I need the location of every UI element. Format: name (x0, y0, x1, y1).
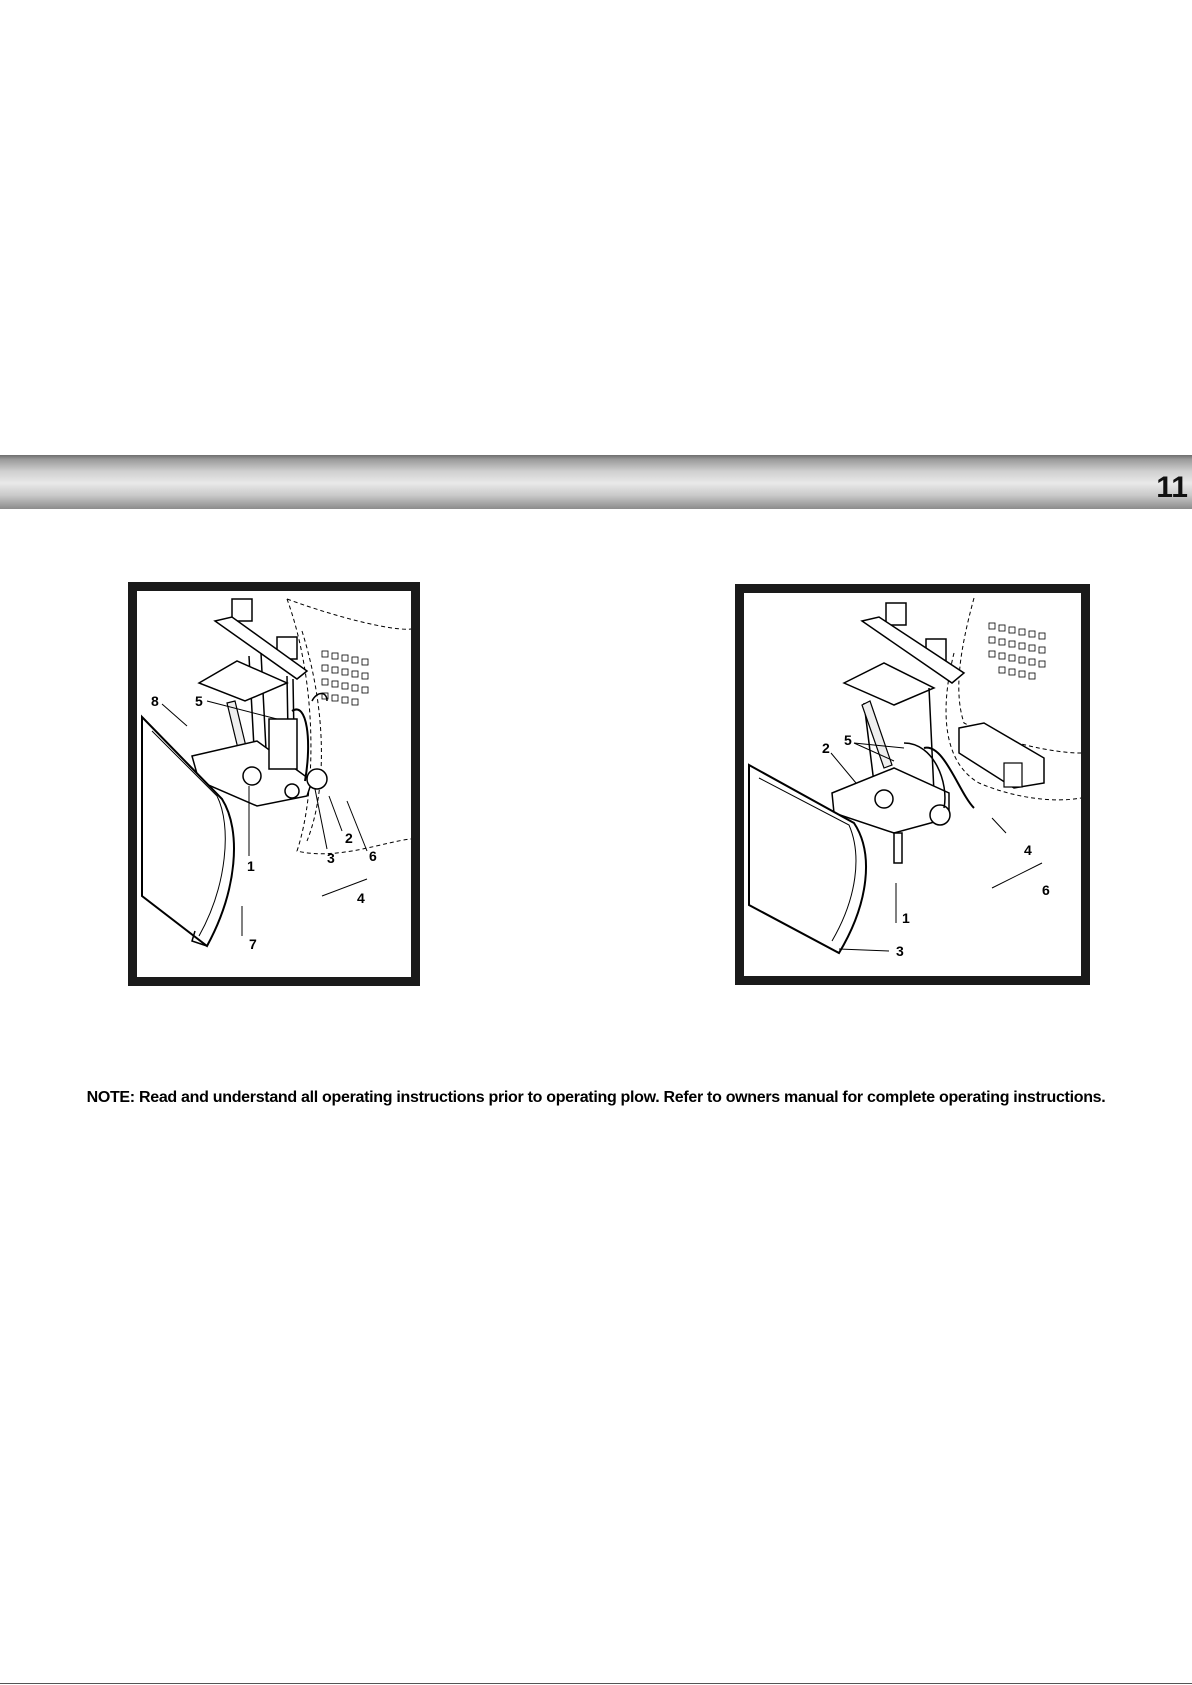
page-number: 11 (1156, 471, 1188, 504)
header-band (0, 455, 1192, 509)
bottom-rule (0, 1683, 1192, 1684)
operating-note: NOTE: Read and understand all operating instructions prior to operating plow. Refer to owners manual for complete operating instructions. (86, 1089, 1106, 1106)
callout-3: 3 (327, 850, 335, 866)
callout-7: 7 (249, 936, 257, 952)
callout-5: 5 (844, 732, 852, 748)
callout-3: 3 (896, 943, 904, 959)
plow-illustration-right (744, 593, 1081, 976)
callout-8: 8 (151, 693, 159, 709)
callout-4: 4 (1024, 842, 1032, 858)
callout-1: 1 (247, 858, 255, 874)
callout-1: 1 (902, 910, 910, 926)
figure-left (128, 582, 420, 986)
callout-2: 2 (345, 830, 353, 846)
callout-2: 2 (822, 740, 830, 756)
callout-5: 5 (195, 693, 203, 709)
plow-illustration-left (137, 591, 411, 977)
callout-6: 6 (369, 848, 377, 864)
callout-6: 6 (1042, 882, 1050, 898)
figure-right (735, 584, 1090, 985)
callout-4: 4 (357, 890, 365, 906)
